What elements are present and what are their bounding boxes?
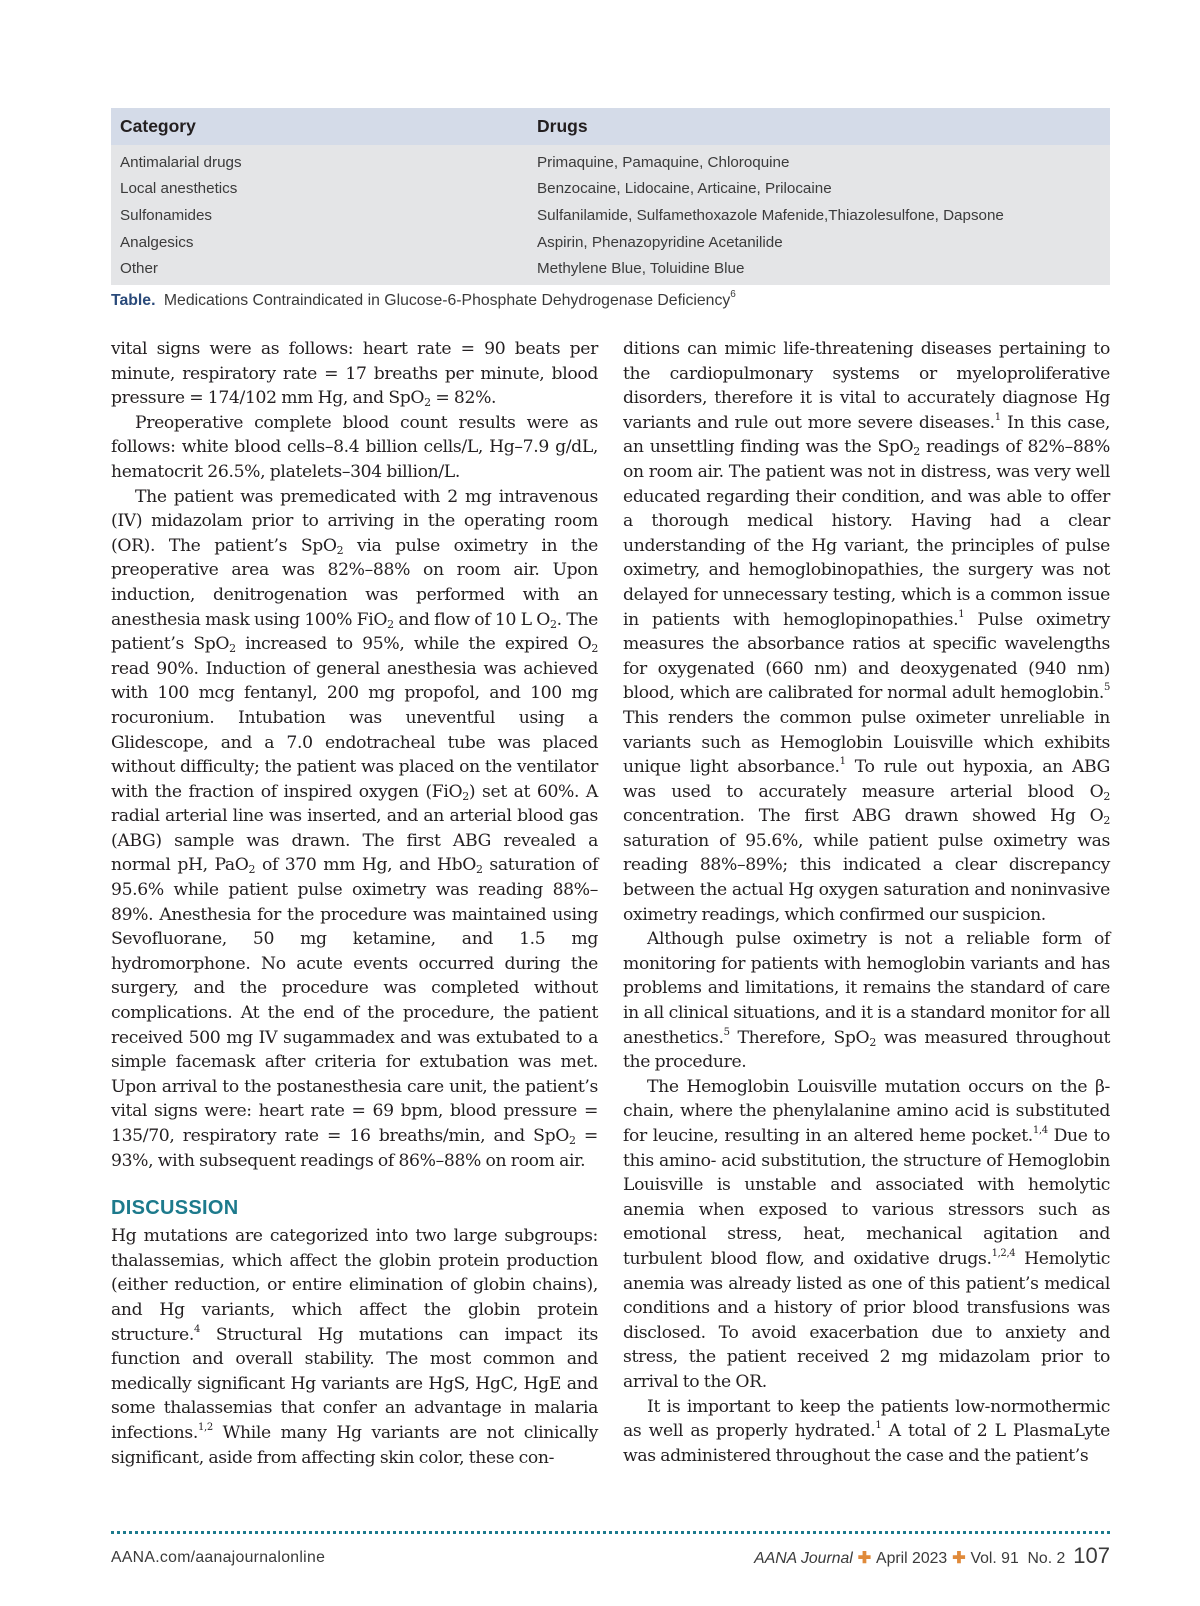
paragraph: The Hemoglobin Louisville mutation occurs on the β-chain, where the phenylalanine amino acid is substituted for leucine, resulting in an altered heme pocket.$^{1,4}$ Due to this amino- acid substitution, the structure of Hemoglobin Louisville is unstable and associated with hemolytic anemia when exposed to various stressors such as emotional stress, heat, mechanical agitation and turbulent blood flow, and oxidative drugs.$^{1,2,4}$ Hemolytic anemia was already listed as one of this patient’s medical conditions and a history of prior blood transfusions was disclosed. To avoid exacerbation due to anxiety and stress, the patient received 2 mg midazolam prior to arrival to the OR. xyxy=(623,1076,1111,1392)
page-number: 107 xyxy=(1073,1543,1110,1568)
table-header-row xyxy=(111,108,1110,145)
section-heading: DISCUSSION xyxy=(111,1197,239,1220)
drug-table xyxy=(111,108,1110,285)
paragraph: ditions can mimic life-threatening diseases pertaining to the cardiopulmonary systems or myeloproliferative disorders, therefore it is vital to accurately diagnose Hg variants and rule out more severe diseases.$^1$ In this case, an unsettling finding was the SpO$_2$ readings of 82%–88% on room air. The patient was not in distress, was very well educated regarding their condition, and was able to offer a thorough medical history. Having had a clear understanding of the Hg variant, the principles of pulse oximetry, and hemoglobinopathies, the surgery was not delayed for unnecessary testing, which is a common issue in patients with hemoglopinopathies.$^1$ Pulse oximetry measures the absorbance ratios at specific wavelengths for oxygenated (660 nm) and deoxygenated (940 nm) blood, which are calibrated for normal adult hemoglobin.$^5$ This renders the common pulse oximeter unreliable in variants such as Hemoglobin Louisville which exhibits unique light absorbance.$^1$ To rule out hypoxia, an ABG was used to accurately measure arterial blood $O_2$ concentration. The first ABG drawn showed Hg $O_2$ saturation of 95.6%, while patient pulse oximetry was reading 88%–89%; this indicated a clear discrepancy between the actual Hg oxygen saturation and noninvasive oximetry readings, which confirmed our suspicion. xyxy=(623,339,1111,925)
left-column xyxy=(111,337,598,1470)
citation-ref: 1 xyxy=(958,608,965,620)
subscript: 2 xyxy=(869,1035,876,1049)
citation-ref: 5 xyxy=(723,1026,730,1038)
citation-ref: 1,2 xyxy=(197,1421,213,1433)
table-cell-category: Other xyxy=(120,260,158,278)
cross-icon: ✚ xyxy=(857,1550,872,1567)
subscript: 2 xyxy=(387,617,394,631)
table-row xyxy=(111,176,1110,203)
table-caption-ref: 6 xyxy=(730,289,736,300)
subscript: 2 xyxy=(913,445,920,459)
table-header-category: Category xyxy=(120,116,196,136)
subscript: 2 xyxy=(462,789,469,803)
subscript: 2 xyxy=(424,396,431,410)
paragraph: vital signs were as follows: heart rate = 90 beats per minute, respiratory rate = 17 breaths per minute, blood pressure = 174/102 mm Hg, and SpO$_2$ = 82%. xyxy=(111,339,598,410)
subscript: 2 xyxy=(336,543,344,557)
table-cell-drugs: Primaquine, Pamaquine, Chloroquine xyxy=(537,153,790,171)
journal-name: AANA Journal xyxy=(754,1550,853,1567)
subscript: 2 xyxy=(1103,789,1110,803)
citation-ref: 1 xyxy=(875,1420,882,1432)
subscript: 2 xyxy=(229,642,236,656)
table-cell-drugs: Sulfanilamide, Sulfamethoxazole Mafenide,Thiazolesulfone, Dapsone xyxy=(537,206,1004,224)
citation-ref: 5 xyxy=(1103,682,1110,694)
table-body xyxy=(111,145,1110,285)
journal-url: AANA.com/aanajournalonline xyxy=(111,1549,326,1566)
subscript: 2 xyxy=(476,863,483,877)
paragraph: Hg mutations are categorized into two large subgroups: thalassemias, which affect the globin protein production (either reduction, or entire elimination of globin chains), and Hg variants, which affect the globin protein structure.$^4$ Structural Hg mutations can impact its function and overall stability. The most common and medically significant Hg variants are HgS, HgC, HgE and some thalassemias that confer an advantage in malaria infections.$^{1,2}$ While many Hg variants are not clinically significant, aside from affecting skin color, these con- xyxy=(111,1226,598,1468)
table-caption xyxy=(111,289,1111,310)
table-row xyxy=(111,202,1110,229)
table-cell-category: Analgesics xyxy=(120,233,194,251)
page-footer xyxy=(111,1543,1110,1573)
paragraph: Preoperative complete blood count results were as follows: white blood cells–8.4 billion cells/L, Hg–7.9 g/dL, hematocrit 26.5%, platelets–304 billion/L. xyxy=(111,412,598,482)
table-cell-drugs: Benzocaine, Lidocaine, Articaine, Prilocaine xyxy=(537,180,832,198)
issue-date: April 2023 xyxy=(876,1550,948,1567)
table-row xyxy=(111,255,1110,282)
subscript: 2 xyxy=(591,642,598,656)
footer-citation xyxy=(754,1543,1110,1569)
citation-ref: 1,2,4 xyxy=(991,1247,1016,1259)
volume-issue: Vol. 91 No. 2 xyxy=(970,1550,1066,1567)
table-caption-text: Medications Contraindicated in Glucose-6-Phosphate Dehydrogenase Deficiency xyxy=(163,292,731,309)
subscript: 2 xyxy=(248,863,256,877)
citation-ref: 1,4 xyxy=(1032,1125,1048,1136)
paragraph: It is important to keep the patients low-normothermic as well as properly hydrated.$^1$ A total of 2 L PlasmaLyte was administered throughout the case and the patient’s xyxy=(623,1396,1110,1466)
table-row xyxy=(111,229,1110,256)
citation-ref: 1 xyxy=(994,411,1001,423)
paragraph: Although pulse oximetry is not a reliable form of monitoring for patients with hemoglobin variants and has problems and limitations, it remains the standard of care in all clinical situations, and it is a standard monitor for all anesthetics.$^5$ Therefore, SpO$_2$ was measured throughout the procedure. xyxy=(623,929,1110,1073)
subscript: 2 xyxy=(1103,814,1110,828)
table-cell-drugs: Methylene Blue, Toluidine Blue xyxy=(537,260,745,278)
table-row xyxy=(111,149,1110,176)
citation-ref: 1 xyxy=(839,756,846,768)
cross-icon: ✚ xyxy=(952,1550,966,1567)
table-cell-category: Sulfonamides xyxy=(120,206,213,224)
table-cell-drugs: Aspirin, Phenazopyridine Acetanilide xyxy=(537,233,783,251)
citation-ref: 4 xyxy=(193,1323,200,1335)
table-cell-category: Local anesthetics xyxy=(120,180,238,198)
subscript: 2 xyxy=(568,1134,576,1147)
right-column xyxy=(623,337,1110,1468)
table-cell-category: Antimalarial drugs xyxy=(120,153,242,171)
subscript: 2 xyxy=(549,617,557,631)
paragraph: The patient was premedicated with 2 mg intravenous (IV) midazolam prior to arriving in the operating room (OR). The patient’s SpO$_2$ via pulse oximetry in the preoperative area was 82%–88% on room air. Upon induction, denitrogenation was performed with an anesthesia mask using 100% FiO$_2$ and flow of 10 L $O_2$. The patient’s SpO$_2$ increased to 95%, while the expired $O_2$ read 90%. Induction of general anesthesia was achieved with 100 mcg fentanyl, 200 mg propofol, and 100 mg rocuronium. Intubation was uneventful using a Glidescope, and a 7.0 endotracheal tube was placed without difficulty; the patient was placed on the ventilator with the fraction of inspired oxygen (FiO$_2$) set at 60%. A radial arterial line was inserted, and an arterial blood gas (ABG) sample was drawn. The first ABG revealed a normal pH, PaO$_2$ of 370 mm Hg, and HbO$_2$ saturation of 95.6% while patient pulse oximetry was reading 88%–89%. Anesthesia for the procedure was maintained using Sevofluorane, 50 mg ketamine, and 1.5 mg hydromorphone. No acute events occurred during the surgery, and the procedure was completed without complications. At the end of the procedure, the patient received 500 mg IV sugammadex and was extubated to a simple facemask after criteria for extubation was met. Upon arrival to the postanesthesia care unit, the patient’s vital signs were: heart rate = 69 bpm, blood pressure = 135/70, respiratory rate = 16 breaths/min, and SpO$_2$ = 93%, with subsequent readings of 86%–88% on room air. xyxy=(111,486,598,1171)
table-caption-label: Table. xyxy=(111,292,156,309)
footer-divider xyxy=(111,1531,1110,1534)
table-header-drugs: Drugs xyxy=(537,116,588,136)
